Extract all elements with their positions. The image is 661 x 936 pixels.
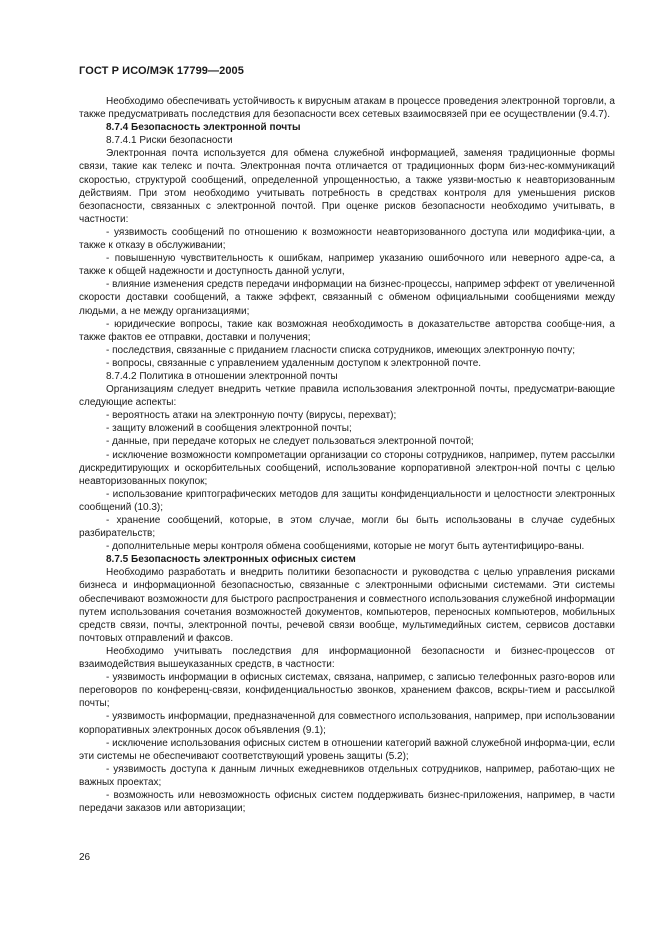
section-heading: 8.7.5 Безопасность электронных офисных систем (106, 554, 356, 566)
document-body (79, 95, 615, 815)
paragraph: Необходимо разработать и внедрить политики безопасности и руководства с целью управления рисками бизнеса и информационной безопасностью, связанные с электронными офисными системами. Эти системы обеспечивают возможности для быстрого распространения и совместного использования служебной информации путем использования сочетания возможностей документов, компьютеров, переносных компьютеров, мобильных средств связи, почты, электронной почты, речевой связи вообще, мультимедийных систем, сервисов доставки почтовых отправлений и факсов. (79, 567, 615, 644)
paragraph: Электронная почта используется для обмена служебной информацией, заменяя традиционные формы связи, такие как телекс и почта. Электронная почта отличается от традиционных форм биз-нес-коммуникаций скоростью, структурой сообщений, определенной упрощенностью, а также уязви-мостью к неавторизованным действиям. При этом необходимо учитывать потребность в средствах контроля для уменьшения рисков безопасности, связанных с электронной почтой. При оценке рисков безопасности необходимо учитывать, в частности: (79, 148, 615, 225)
page-header: ГОСТ Р ИСО/МЭК 17799—2005 (79, 65, 244, 77)
paragraph: Необходимо обеспечивать устойчивость к вирусным атакам в процессе проведения электронной торговли, а также предусматривать последствия для безопасности всех сетевых взаимосвязей при ее осуществлении (9.4.7). (79, 96, 615, 121)
list-item: - возможность или невозможность офисных систем поддерживать бизнес-приложения, например, в части передачи заказов или авторизации; (79, 789, 615, 815)
page-number: 26 (79, 852, 91, 863)
list-item: - использование криптографических методов для защиты конфиденциальности и целостности электронных сообщений (10.3); (79, 488, 615, 513)
list-item: - уязвимость информации, предназначенной для совместного использования, например, при использовании корпоративных электронных досок объявления (9.1); (79, 711, 615, 736)
list-item: - исключение использования офисных систем в отношении категорий важной служебной информа-ции, если эти системы не обеспечивают соответствующий уровень защиты (5.2); (79, 737, 615, 762)
list-item: - защиту вложений в сообщения электронной почты; (106, 423, 352, 435)
list-item: - уязвимость информации в офисных системах, связана, например, с записью телефонных разго-воров или переговоров по конференц-связи, конфиденциальностью звонков, хранением факсов, вскры-тием и рассылкой почты; (79, 672, 615, 710)
list-item: - последствия, связанные с приданием гласности списка сотрудников, имеющих электронную почту; (106, 344, 576, 356)
section-heading: 8.7.4 Безопасность электронной почты (106, 122, 301, 134)
paragraph: Организациям следует внедрить четкие правила использования электронной почты, предусматри-вающие следующие аспекты: (79, 384, 615, 409)
list-item: - уязвимость доступа к данным личных ежедневников отдельных сотрудников, например, работаю-щих не важных проектах; (79, 763, 615, 788)
list-item: - исключение возможности компрометации организации со стороны сотрудников, например, путем рассылки дискредитирующих и оскорбительных сообщений, использование корпоративной электрон-ной почты с целью неавторизованных покупок; (79, 449, 615, 487)
list-item: - данные, при передаче которых не следует пользоваться электронной почтой; (106, 436, 474, 448)
list-item: - уязвимость сообщений по отношению к возможности неавторизованного доступа или модифика-ции, а также к отказу в обслуживании; (79, 226, 615, 252)
list-item: - вероятность атаки на электронную почту (вирусы, перехват); (106, 410, 397, 422)
paragraph: Необходимо учитывать последствия для информационной безопасности и бизнес-процессов от взаимодействия вышеуказанных средств, в частности: (79, 645, 615, 671)
list-item: - вопросы, связанные с управлением удаленным доступом к электронной почте. (106, 357, 482, 369)
list-item: - дополнительные меры контроля обмена сообщениями, которые не могут быть аутентифициро-ваны. (106, 541, 585, 553)
list-item: - повышенную чувствительность к ошибкам, например указанию ошибочного или неверного адре-са, а также к общей надежности и доступность данной услуги, (79, 253, 615, 278)
subsection-heading: 8.7.4.1 Риски безопасности (106, 135, 233, 147)
subsection-heading: 8.7.4.2 Политика в отношении электронной почты (106, 370, 338, 382)
list-item: - влияние изменения средств передачи информации на бизнес-процессы, например эффект от увеличенной скорости доставки сообщений, а также эффект, связанный с обменом официальными сообщениями между людьми, а не между организациями; (79, 279, 615, 317)
list-item: - юридические вопросы, такие как возможная необходимость в доказательстве авторства сообще-ния, а также фактов ее отправки, доставки и получения; (79, 318, 615, 343)
list-item: - хранение сообщений, которые, в этом случае, могли бы быть использованы в случае судебных разбирательств; (79, 515, 615, 540)
